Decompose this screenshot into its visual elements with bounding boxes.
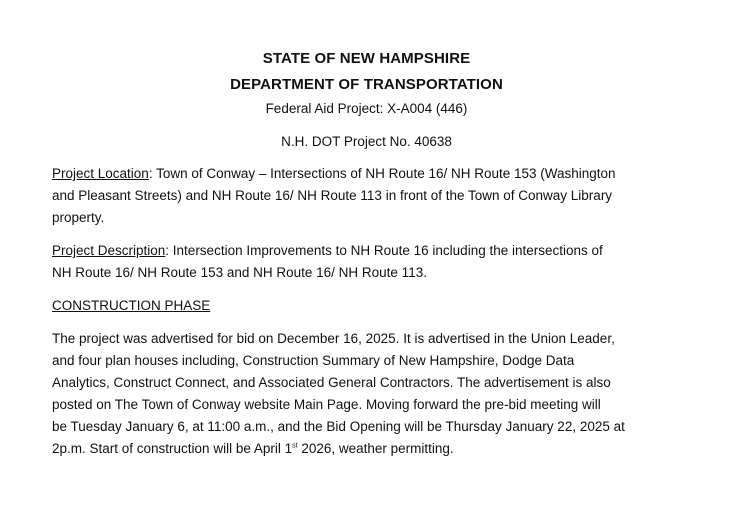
construction-line-4: posted on The Town of Conway website Main Page. Moving forward the pre-bid meeting will [52, 397, 601, 412]
description-line-1: Project Description: Intersection Improvements to NH Route 16 including the intersections of [52, 243, 603, 258]
description-line-2: NH Route 16/ NH Route 153 and NH Route 16/ NH Route 113. [52, 265, 427, 280]
federal-aid-project: Federal Aid Project: X-A004 (446) [265, 101, 468, 116]
project-location-paragraph [52, 163, 692, 229]
construction-line-1: The project was advertised for bid on December 16, 2025. It is advertised in the Union Leader, [52, 331, 615, 346]
construction-line-5: be Tuesday January 6, at 11:00 a.m., and the Bid Opening will be Thursday January 22, 2025 at [52, 419, 625, 434]
construction-phase-paragraph [52, 328, 692, 460]
construction-line-3: Analytics, Construct Connect, and Associated General Contractors. The advertisement is also [52, 375, 611, 390]
ordinal-superscript: st [292, 442, 298, 450]
construction-phase-heading: CONSTRUCTION PHASE [52, 298, 211, 313]
construction-line-6: 2p.m. Start of construction will be April 1st 2026, weather permitting. [52, 441, 454, 456]
state-title: STATE OF NEW HAMPSHIRE [262, 50, 471, 67]
construction-line-2: and four plan houses including, Construction Summary of New Hampshire, Dodge Data [52, 353, 575, 368]
location-line-1: Project Location: Town of Conway – Intersections of NH Route 16/ NH Route 153 (Washington [52, 166, 616, 181]
project-description-paragraph [52, 240, 692, 284]
location-line-3: property. [52, 210, 105, 225]
dot-project-number: N.H. DOT Project No. 40638 [281, 134, 452, 149]
location-line-2: and Pleasant Streets) and NH Route 16/ NH Route 113 in front of the Town of Conway Library [52, 188, 613, 203]
project-location-label: Project Location [52, 166, 149, 181]
department-title: DEPARTMENT OF TRANSPORTATION [230, 76, 503, 93]
project-description-label: Project Description [52, 243, 166, 258]
